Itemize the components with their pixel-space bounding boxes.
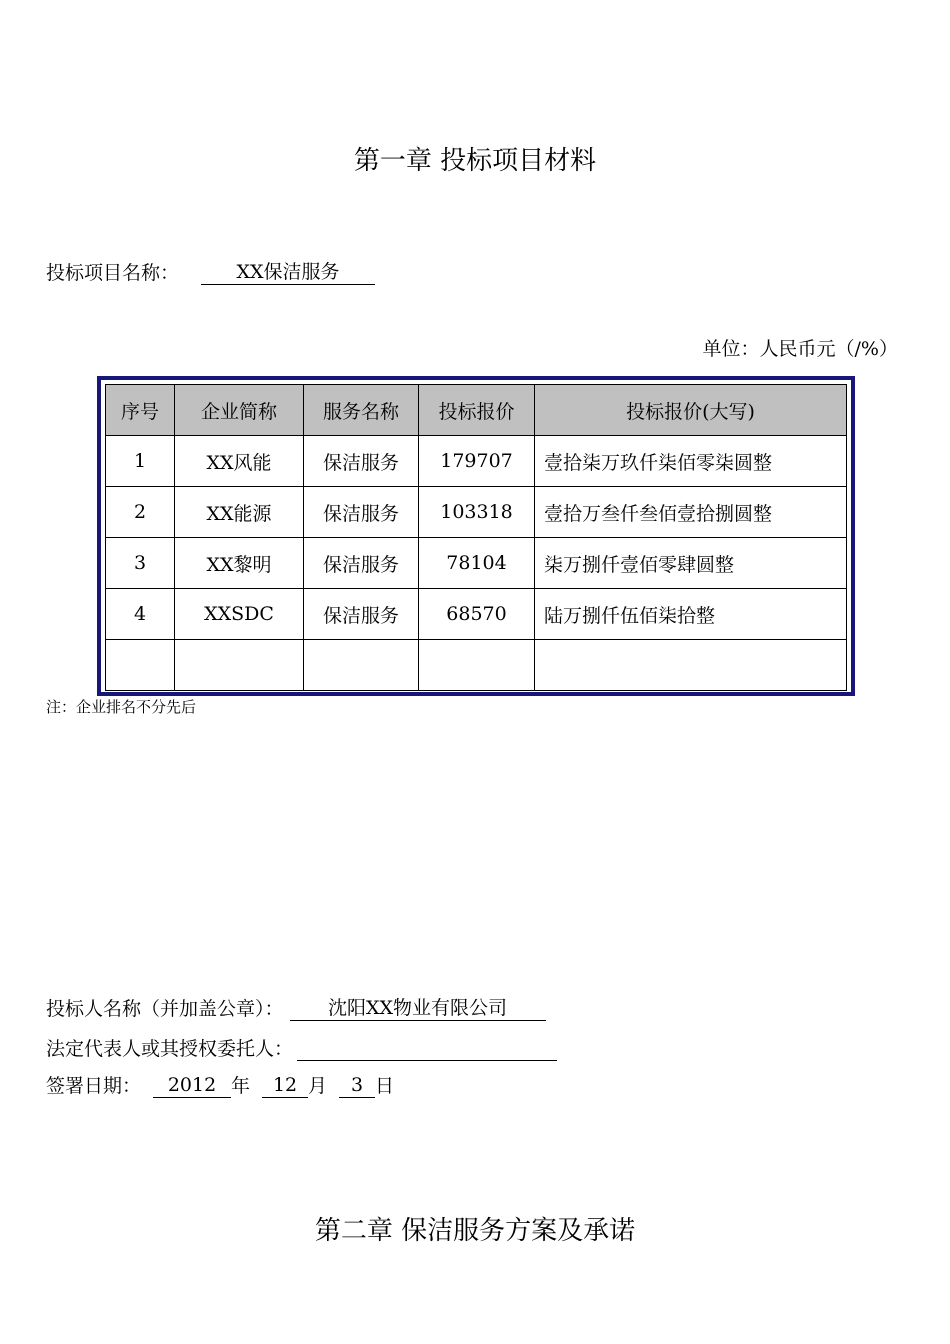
year-unit: 年	[231, 1075, 251, 1097]
cell-service	[304, 640, 419, 691]
representative-line	[46, 1034, 557, 1061]
project-name-value: XX保洁服务	[201, 260, 375, 285]
chapter-1-title: 第一章 投标项目材料	[353, 146, 597, 176]
cell-index: 4	[106, 589, 175, 640]
cell-index	[106, 640, 175, 691]
cell-bid-price	[419, 640, 535, 691]
day-unit: 日	[375, 1075, 395, 1097]
cell-bid-price-words: 壹拾万叁仟叁佰壹拾捌圆整	[535, 487, 847, 538]
cell-bid-price-words: 壹拾柒万玖仟柒佰零柒圆整	[535, 436, 847, 487]
table-row	[106, 589, 847, 640]
cell-service: 保洁服务	[304, 487, 419, 538]
bidder-line	[46, 994, 546, 1021]
header-index: 序号	[106, 385, 175, 436]
cell-company	[175, 640, 304, 691]
cell-company: XX风能	[175, 436, 304, 487]
representative-label: 法定代表人或其授权委托人：	[46, 1038, 294, 1060]
table-row	[106, 436, 847, 487]
cell-bid-price: 68570	[419, 589, 535, 640]
currency-unit: 单位：人民币元（/%）	[702, 338, 898, 360]
cell-company: XXSDC	[175, 589, 304, 640]
cell-index: 1	[106, 436, 175, 487]
ranking-note: 注：企业排名不分先后	[46, 698, 197, 716]
cell-bid-price: 179707	[419, 436, 535, 487]
cell-index: 2	[106, 487, 175, 538]
bidder-label: 投标人名称（并加盖公章）：	[46, 998, 284, 1020]
cell-bid-price-words: 柒万捌仟壹佰零肆圆整	[535, 538, 847, 589]
cell-service: 保洁服务	[304, 589, 419, 640]
bidder-value: 沈阳XX物业有限公司	[290, 996, 546, 1021]
cell-bid-price: 103318	[419, 487, 535, 538]
cell-service: 保洁服务	[304, 538, 419, 589]
project-name-line	[46, 258, 375, 285]
sign-date-year: 2012	[153, 1073, 231, 1098]
table-header-row	[106, 385, 847, 436]
table-row	[106, 487, 847, 538]
header-bid-price-words: 投标报价(大写)	[535, 385, 847, 436]
chapter-2-title: 第二章 保洁服务方案及承诺	[314, 1216, 636, 1246]
header-company: 企业简称	[175, 385, 304, 436]
table-row	[106, 538, 847, 589]
header-bid-price: 投标报价	[419, 385, 535, 436]
sign-date-label: 签署日期：	[46, 1075, 142, 1097]
sign-date-line	[46, 1071, 394, 1098]
header-service: 服务名称	[304, 385, 419, 436]
cell-bid-price: 78104	[419, 538, 535, 589]
cell-index: 3	[106, 538, 175, 589]
table-row-empty	[106, 640, 847, 691]
project-name-label: 投标项目名称：	[46, 262, 180, 284]
cell-company: XX黎明	[175, 538, 304, 589]
representative-value	[297, 1036, 557, 1061]
cell-bid-price-words	[535, 640, 847, 691]
cell-bid-price-words: 陆万捌仟伍佰柒拾整	[535, 589, 847, 640]
sign-date-month: 12	[262, 1073, 308, 1098]
bid-price-table	[105, 384, 847, 691]
cell-service: 保洁服务	[304, 436, 419, 487]
sign-date-day: 3	[339, 1073, 375, 1098]
month-unit: 月	[308, 1075, 328, 1097]
cell-company: XX能源	[175, 487, 304, 538]
bid-price-table-frame	[97, 376, 855, 696]
